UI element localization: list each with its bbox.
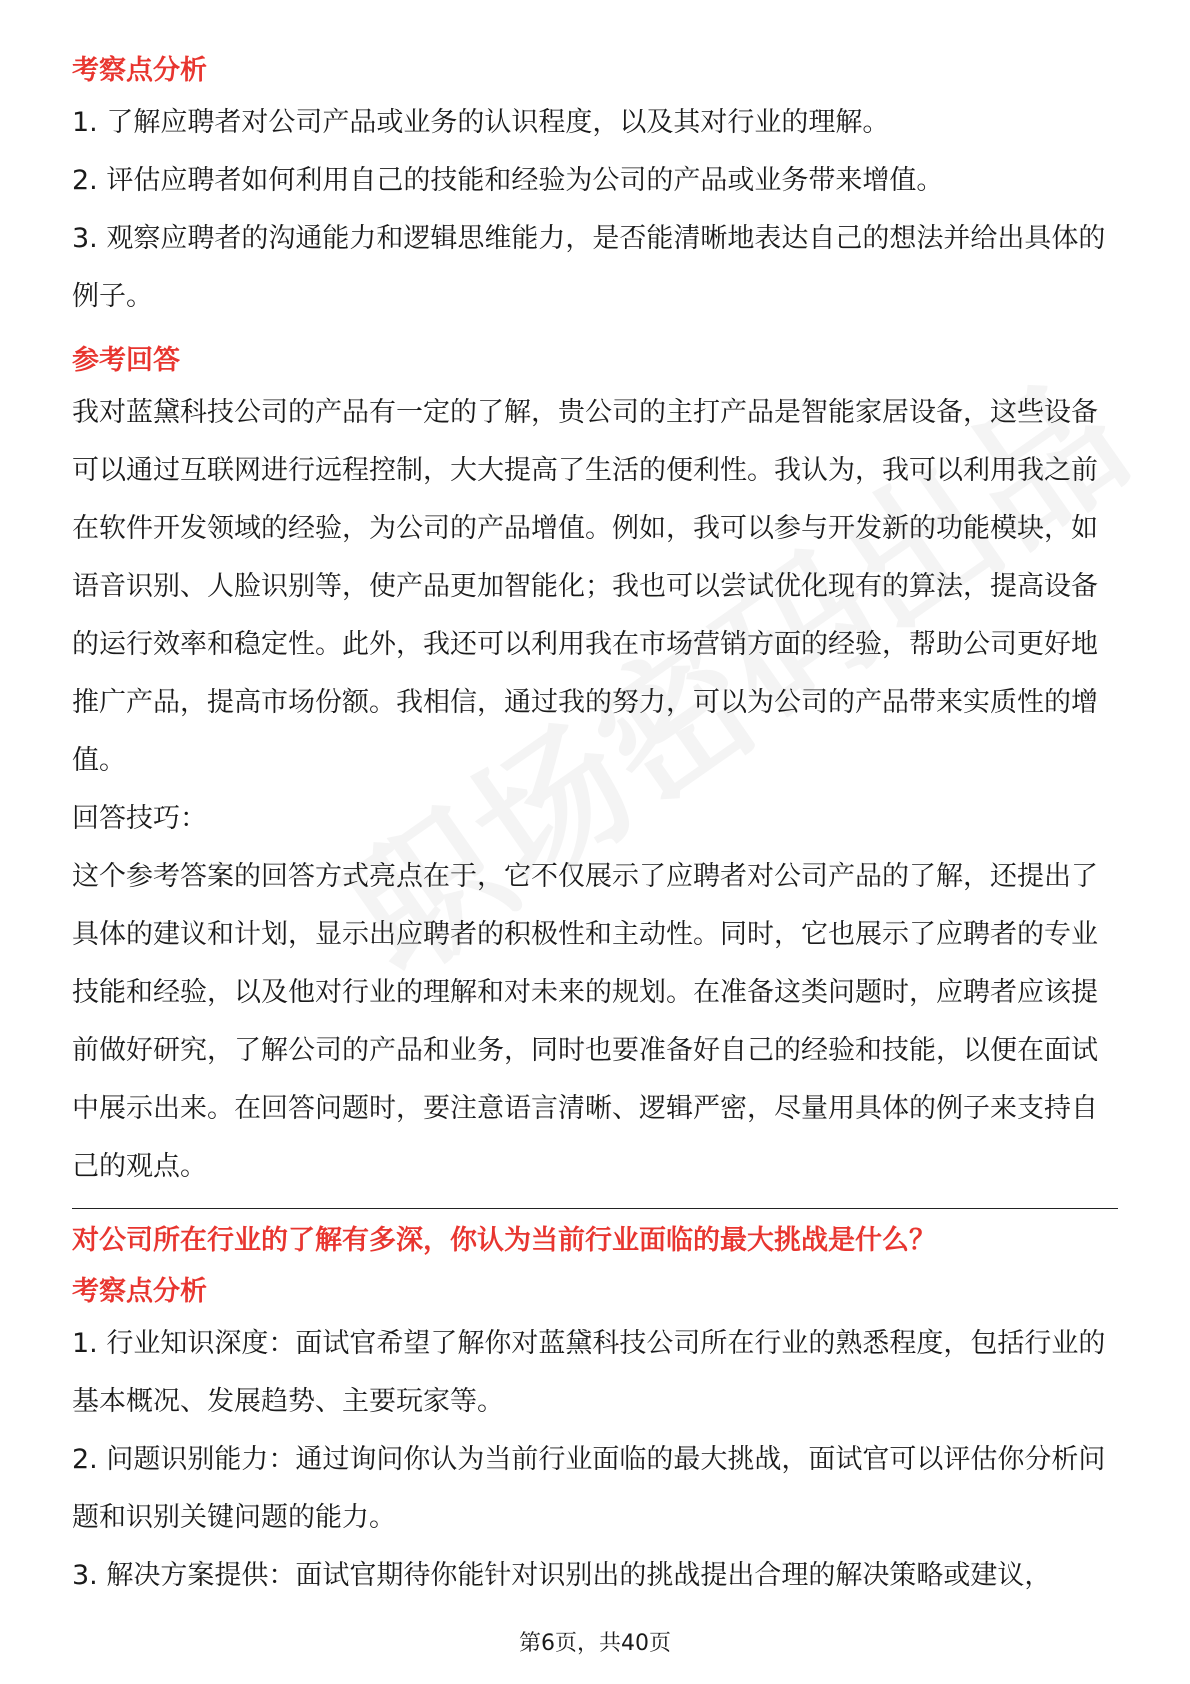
document-page — [72, 44, 1118, 1605]
tips-text: 这个参考答案的回答方式亮点在于，它不仅展示了应聘者对公司产品的了解，还提出了具体的建议和计划，显示出应聘者的积极性和主动性。同时，它也展示了应聘者的专业技能和经验，以及他对行业的理解和对未来的规划。在准备这类问题时，应聘者应该提前做好研究，了解公司的产品和业务，同时也要准备好自己的经验和技能，以便在面试中展示出来。在回答问题时，要注意语言清晰、逻辑严密，尽量用具体的例子来支持自己的观点。 — [72, 861, 1098, 1182]
interview-question: 对公司所在行业的了解有多深，你认为当前行业面临的最大挑战是什么？ — [72, 1225, 936, 1256]
analysis2-item-2: 2. 问题识别能力：通过询问你认为当前行业面临的最大挑战，面试官可以评估你分析问题和识别关键问题的能力。 — [72, 1444, 1106, 1533]
section-heading-analysis: 考察点分析 — [72, 55, 207, 86]
section-heading-analysis-2: 考察点分析 — [72, 1276, 207, 1307]
analysis-item-1: 1. 了解应聘者对公司产品或业务的认识程度，以及其对行业的理解。 — [72, 107, 890, 138]
analysis2-item-1: 1. 行业知识深度：面试官希望了解你对蓝黛科技公司所在行业的熟悉程度，包括行业的基本概况、发展趋势、主要玩家等。 — [72, 1328, 1106, 1417]
reference-answer-text: 我对蓝黛科技公司的产品有一定的了解，贵公司的主打产品是智能家居设备，这些设备可以通过互联网进行远程控制，大大提高了生活的便利性。我认为，我可以利用我之前在软件开发领域的经验，为公司的产品增值。例如，我可以参与开发新的功能模块，如语音识别、人脸识别等，使产品更加智能化；我也可以尝试优化现有的算法，提高设备的运行效率和稳定性。此外，我还可以利用我在市场营销方面的经验，帮助公司更好地推广产品，提高市场份额。我相信，通过我的努力，可以为公司的产品带来实质性的增值。 — [72, 397, 1098, 776]
analysis-item-3: 3. 观察应聘者的沟通能力和逻辑思维能力，是否能清晰地表达自己的想法并给出具体的例子。 — [72, 223, 1106, 312]
page-number-footer: 第6页，共40页 — [519, 1631, 671, 1656]
section-heading-reference-answer: 参考回答 — [72, 345, 180, 376]
section-divider — [72, 1208, 1118, 1209]
tips-label: 回答技巧： — [72, 803, 207, 834]
analysis-item-2: 2. 评估应聘者如何利用自己的技能和经验为公司的产品或业务带来增值。 — [72, 165, 944, 196]
analysis2-item-3: 3. 解决方案提供：面试官期待你能针对识别出的挑战提出合理的解决策略或建议， — [72, 1560, 1052, 1591]
